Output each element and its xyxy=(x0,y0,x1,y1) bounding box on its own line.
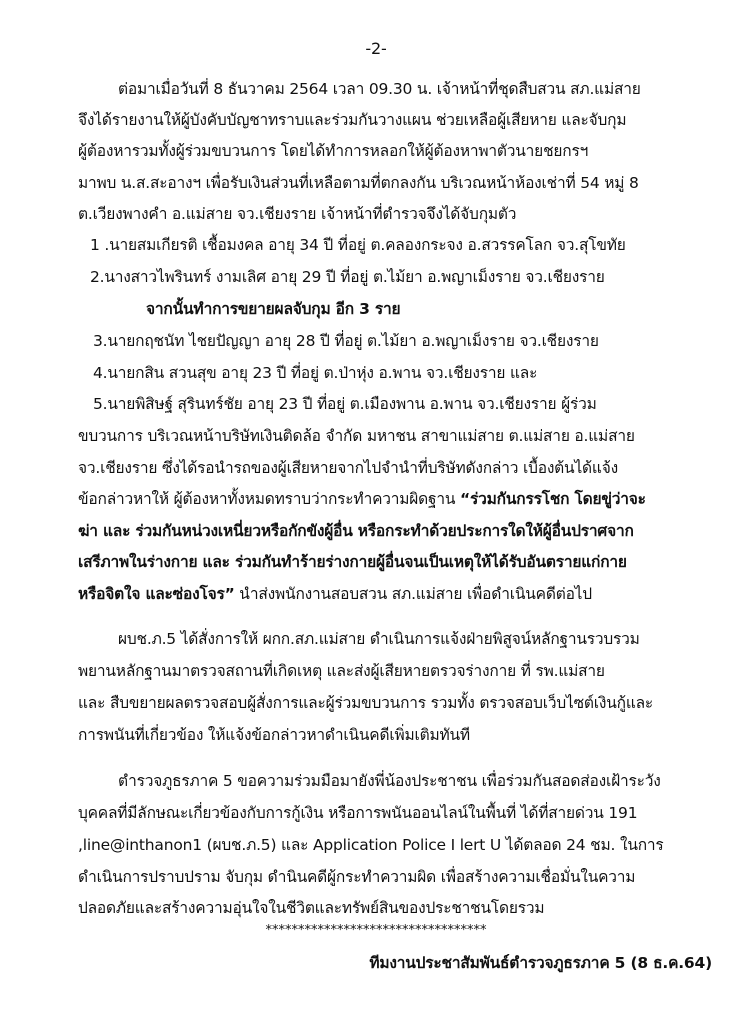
subheading: จากนั้นทำการขยายผลจับกุม อีก 3 ราย xyxy=(146,300,401,318)
charge-text: “ร่วมกันกรรโชก โดยขู่ว่าจะ xyxy=(460,490,646,508)
page-number: -2- xyxy=(365,39,387,58)
separator: ********************************** xyxy=(265,923,487,938)
paragraph-line: ข้อกล่าวหาให้ ผู้ต้องหาทั้งหมดทราบว่ากระทำความผิดฐาน “ร่วมกันกรรโชก โดยขู่ว่าจะ xyxy=(78,490,646,508)
paragraph-line: ขบวนการ บริเวณหน้าบริษัทเงินติดล้อ จำกัด มหาชน สาขาแม่สาย ต.แม่สาย อ.แม่สาย xyxy=(78,427,635,445)
paragraph-line: ผบช.ภ.5 ได้สั่งการให้ ผกก.สภ.แม่สาย ดำเนินการแจ้งฝ่ายพิสูจน์หลักฐานรวบรวม xyxy=(118,630,640,648)
charge-text: หรือจิตใจ และซ่องโจร” xyxy=(78,585,235,603)
paragraph-line: พยานหลักฐานมาตรวจสถานที่เกิดเหตุ และส่งผู้เสียหายตรวจร่างกาย ที่ รพ.แม่สาย xyxy=(78,662,605,680)
charge-text: เสรีภาพในร่างกาย และ ร่วมกันทำร้ายร่างกายผู้อื่นจนเป็นเหตุให้ได้รับอันตรายแก่กาย xyxy=(78,553,627,571)
suspect-item: 4.นายกสิน สวนสุข อายุ 23 ปี ที่อยู่ ต.ป่าหุ่ง อ.พาน จว.เชียงราย และ xyxy=(93,364,538,382)
signature: ทีมงานประชาสัมพันธ์ตำรวจภูธรภาค 5 (8 ธ.ค.64) xyxy=(369,954,712,972)
paragraph-line: ตำรวจภูธรภาค 5 ขอความร่วมมือมายังพี่น้องประชาชน เพื่อร่วมกันสอดส่องเฝ้าระวัง xyxy=(118,772,661,790)
paragraph-line: ดำเนินการปราบปราม จับกุม ดำนินคดีผู้กระทำความผิด เพื่อสร้างความเชื่อมั่นในความ xyxy=(78,868,636,886)
suspect-item: 3.นายกฤชนัท ไชยปัญญา อายุ 28 ปี ที่อยู่ ต.ไม้ยา อ.พญาเม็งราย จว.เชียงราย xyxy=(93,332,599,350)
suspect-item: 5.นายพิสิษฐ์ สุรินทร์ชัย อายุ 23 ปี ที่อยู่ ต.เมืองพาน อ.พาน จว.เชียงราย ผู้ร่วม xyxy=(93,395,597,413)
paragraph-line: มาพบ น.ส.สะอางฯ เพื่อรับเงินส่วนที่เหลือตามที่ตกลงกัน บริเวณหน้าห้องเช่าที่ 54 หมู่ 8 xyxy=(78,174,639,192)
suspect-item: 1 .นายสมเกียรติ เชื้อมงคล อายุ 34 ปี ที่อยู่ ต.คลองกระจง อ.สวรรคโลก จว.สุโขทัย xyxy=(90,236,626,254)
paragraph-line: จึงได้รายงานให้ผู้บังคับบัญชาทราบและร่วมกันวางแผน ช่วยเหลือผู้เสียหาย และจับกุม xyxy=(78,111,627,129)
paragraph-line: บุคคลที่มีลักษณะเกี่ยวข้องกับการกู้เงิน หรือการพนันออนไลน์ในพื้นที่ ได้ที่สายด่วน 191 xyxy=(78,804,638,822)
paragraph-line: ปลอดภัยและสร้างความอุ่นใจในชีวิตและทรัพย์สินของประชาชนโดยรวม xyxy=(78,899,545,917)
paragraph-line: ,line@inthanon1 (ผบช.ภ.5) และ Application Police I lert U ได้ตลอด 24 ชม. ในการ xyxy=(78,836,664,854)
paragraph-line: ต่อมาเมื่อวันที่ 8 ธันวาคม 2564 เวลา 09.30 น. เจ้าหน้าที่ชุดสืบสวน สภ.แม่สาย xyxy=(118,80,641,98)
paragraph-line: ต.เวียงพางคำ อ.แม่สาย จว.เชียงราย เจ้าหน้าที่ตำรวจจึงได้จับกุมตัว xyxy=(78,205,517,223)
charge-text: ฆ่า และ ร่วมกันหน่วงเหนี่ยวหรือกักขังผู้อื่น หรือกระทำด้วยประการใดให้ผู้อื่นปราศจาก xyxy=(78,522,634,540)
paragraph-line: ผู้ต้องหารวมทั้งผู้ร่วมขบวนการ โดยได้ทำการหลอกให้ผู้ต้องหาพาตัวนายชยกรฯ xyxy=(78,142,589,160)
paragraph-line: จว.เชียงราย ซึ่งได้รอนำรถของผู้เสียหายจากไปจำนำที่บริษัทดังกล่าว เบื้องต้นได้แจ้ง xyxy=(78,459,618,477)
paragraph-line: และ สืบขยายผลตรวจสอบผู้สั่งการและผู้ร่วมขบวนการ รวมทั้ง ตรวจสอบเว็บไซต์เงินกู้และ xyxy=(78,694,654,712)
paragraph-line: การพนันที่เกี่ยวข้อง ให้แจ้งข้อกล่าวหาดำเนินคดีเพิ่มเติมทันที xyxy=(78,726,470,744)
suspect-item: 2.นางสาวไพรินทร์ งามเลิศ อายุ 29 ปี ที่อยู่ ต.ไม้ยา อ.พญาเม็งราย จว.เชียงราย xyxy=(90,268,605,286)
paragraph-line: หรือจิตใจ และซ่องโจร” นำส่งพนักงานสอบสวน สภ.แม่สาย เพื่อดำเนินคดีต่อไป xyxy=(78,585,592,603)
